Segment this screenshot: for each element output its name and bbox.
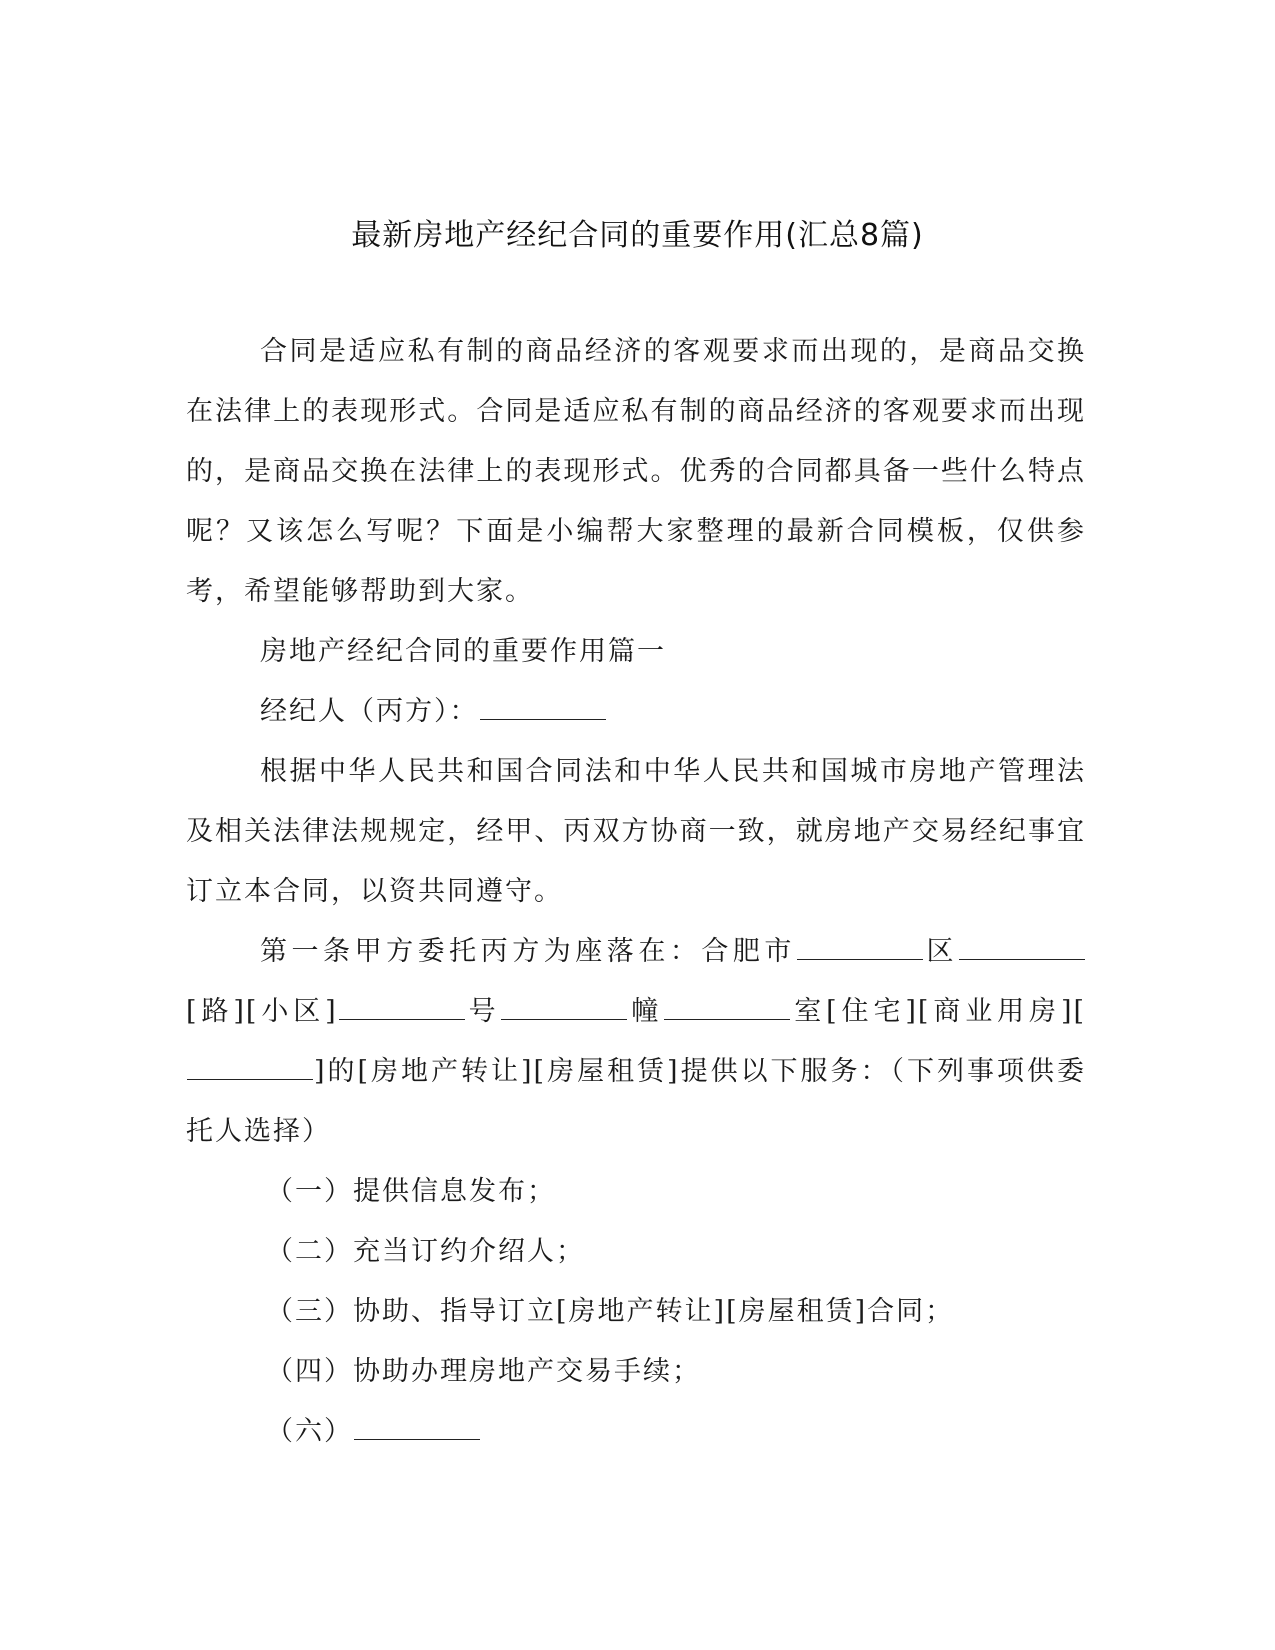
list-item: （一）提供信息发布； [266, 1176, 556, 1207]
road-blank [339, 1018, 465, 1020]
list-item-with-blank [186, 1402, 1086, 1462]
list-item-label: （六） [266, 1416, 353, 1447]
basis-paragraph: 根据中华人民共和国合同法和中华人民共和国城市房地产管理法及相关法律法规规定，经甲、丙双方协商一致，就房地产交易经纪事宜订立本合同，以资共同遵守。 [186, 756, 1086, 907]
item-6-blank [354, 1438, 480, 1440]
number-blank [501, 1018, 627, 1020]
list-item: （二）充当订约介绍人； [266, 1236, 585, 1267]
document-body [186, 322, 1086, 1462]
broker-label: 经纪人（丙方）： [260, 696, 479, 727]
article-1-part-4: 号 [465, 996, 501, 1027]
article-1-part-3: [路][小区] [186, 996, 338, 1027]
city-blank [797, 958, 923, 960]
usage-blank [187, 1078, 313, 1080]
article-1-paragraph [186, 922, 1086, 1162]
document-title: 最新房地产经纪合同的重要作用(汇总8篇) [351, 218, 924, 253]
list-item: （四）协助办理房地产交易手续； [266, 1356, 701, 1387]
article-1-part-2: 区 [923, 936, 959, 967]
article-1-part-5: 幢 [628, 996, 664, 1027]
intro-paragraph: 合同是适应私有制的商品经济的客观要求而出现的，是商品交换在法律上的表现形式。合同是适应私有制的商品经济的客观要求而出现的，是商品交换在法律上的表现形式。优秀的合同都具备一些什么特点呢？又该怎么写呢？下面是小编帮大家整理的最新合同模板，仅供参考，希望能够帮助到大家。 [186, 336, 1086, 607]
district-blank [959, 958, 1085, 960]
building-blank [664, 1018, 790, 1020]
article-1-part-7: ]的[房地产转让][房屋租赁]提供以下服务：（下列事项供委托人选择） [186, 1056, 1086, 1147]
section-heading: 房地产经纪合同的重要作用篇一 [260, 636, 666, 667]
broker-line [186, 682, 1086, 742]
article-1-part-1: 第一条甲方委托丙方为座落在：合肥市 [260, 936, 796, 967]
article-1-part-6: 室[住宅][商业用房][ [791, 996, 1087, 1027]
broker-blank [480, 718, 606, 720]
list-item: （三）协助、指导订立[房地产转让][房屋租赁]合同； [266, 1296, 955, 1327]
